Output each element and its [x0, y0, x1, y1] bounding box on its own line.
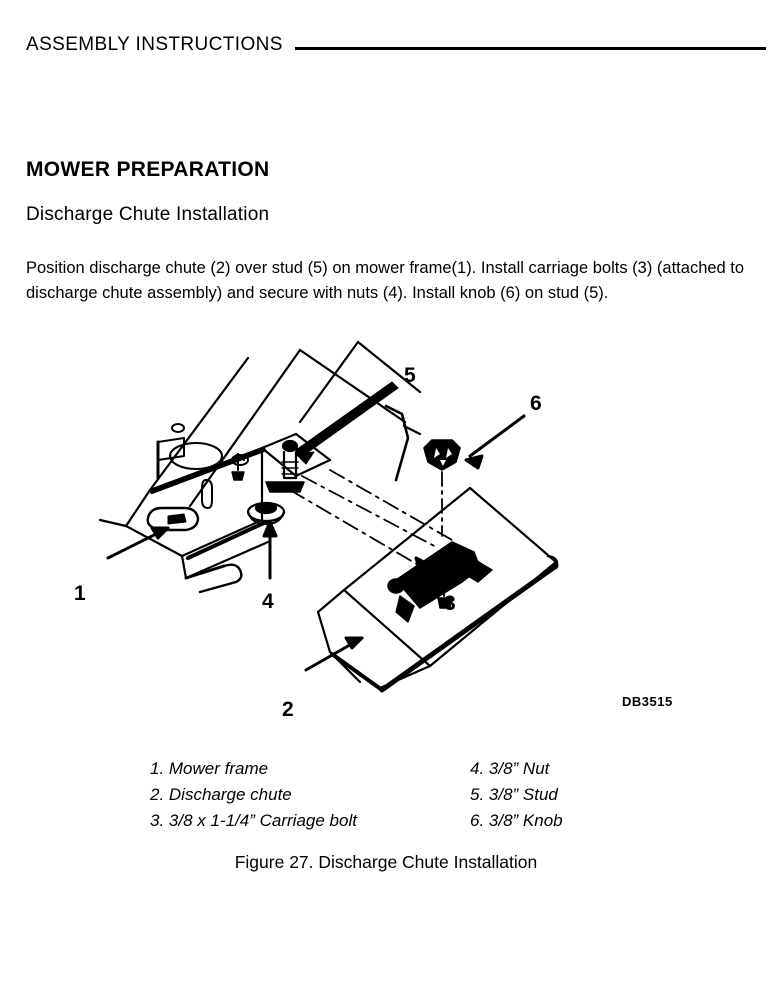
callout-number-3: 3	[444, 592, 456, 615]
callout-number-5: 5	[404, 364, 416, 387]
figure-illustration	[0, 330, 772, 730]
callout-leader-4	[264, 522, 276, 578]
header-title: ASSEMBLY INSTRUCTIONS	[26, 34, 283, 55]
legend-item: 2. Discharge chute	[150, 785, 292, 804]
callout-number-1: 1	[74, 582, 86, 605]
alignment-lines	[290, 470, 452, 566]
legend-item: 6. 3/8” Knob	[470, 811, 563, 830]
section-heading: MOWER PREPARATION	[26, 158, 270, 181]
figure-legend	[150, 756, 620, 834]
sub-heading: Discharge Chute Installation	[26, 204, 270, 225]
page-header	[26, 30, 766, 60]
callout-number-2: 2	[282, 698, 294, 721]
legend-item: 1. Mower frame	[150, 759, 269, 778]
instruction-paragraph: Position discharge chute (2) over stud (5) on mower frame(1). Install carriage bolts (3) (attached to discharge chute assembly) and secure with nuts (4). Install knob (6) on stud (5).	[26, 259, 745, 302]
callout-leader-2	[306, 638, 362, 670]
knob-drawing	[424, 440, 460, 470]
legend-item: 4. 3/8” Nut	[470, 759, 550, 778]
drawing-code: DB3515	[622, 694, 673, 709]
legend-item: 5. 3/8” Stud	[470, 785, 558, 804]
legend-column-left	[150, 756, 470, 834]
callout-leader-5	[296, 382, 398, 464]
carriage-bolt-drawing	[388, 542, 492, 622]
legend-item: 3. 3/8 x 1-1/4” Carriage bolt	[150, 811, 357, 830]
nut-drawing	[248, 503, 284, 524]
callout-number-6: 6	[530, 392, 542, 415]
small-hardware-details	[232, 454, 244, 480]
header-rule	[295, 47, 766, 50]
legend-column-right	[470, 756, 620, 834]
callout-leader-6	[466, 416, 524, 468]
discharge-chute-diagram	[0, 330, 772, 730]
mower-frame-drawing	[100, 342, 420, 592]
callout-number-4: 4	[262, 590, 274, 613]
figure-caption: Figure 27. Discharge Chute Installation	[234, 852, 538, 872]
